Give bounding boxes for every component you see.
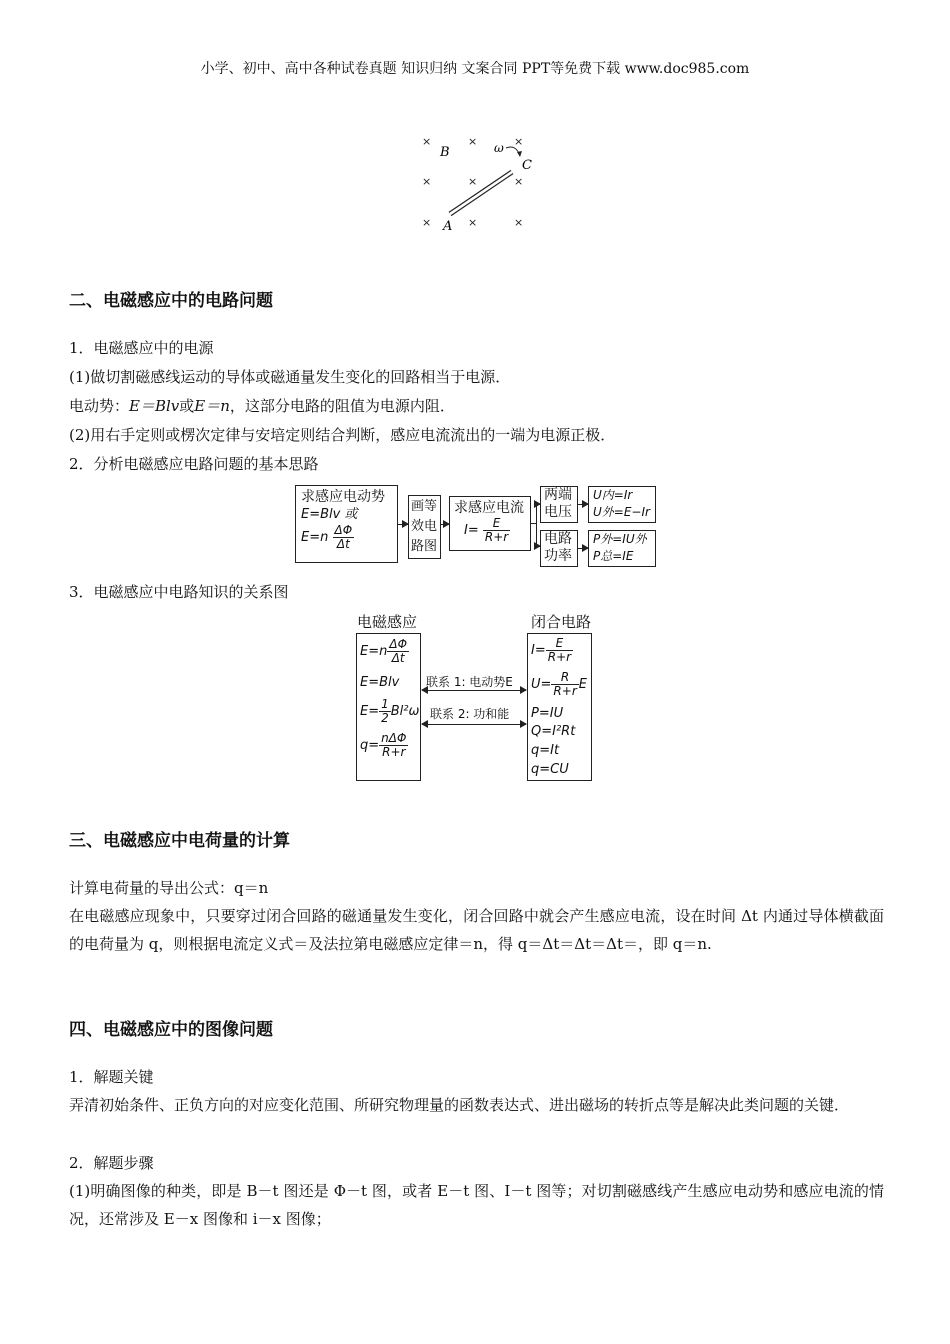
frac-num: nΔΦ bbox=[381, 731, 407, 745]
flow-box-emf-title: 求感应电动势 bbox=[301, 489, 385, 505]
flow-box-power-result-l1: P外=IU外 bbox=[593, 532, 647, 546]
relation-link2: 联系 2: 功和能 bbox=[430, 707, 510, 721]
flow-box-voltage-l1: 两端 bbox=[544, 487, 572, 503]
field-mark: × bbox=[514, 216, 524, 229]
emf-eq2: E＝n bbox=[194, 397, 230, 415]
section3-paragraph: 在电磁感应现象中，只要穿过闭合回路的磁通量发生变化，闭合回路中就会产生感应电流，设在时间 Δt 内通过导体横截面的电荷量为 q，则根据电流定义式＝及法拉第电磁感应定律＝n，得 q＝Δt＝Δt＝Δt＝，即 q＝n. bbox=[69, 907, 884, 953]
flow-box-voltage bbox=[540, 486, 578, 523]
section3-title: 三、电磁感应中电荷量的计算 bbox=[69, 831, 290, 851]
label-c: C bbox=[522, 158, 532, 173]
flow-box-voltage-result bbox=[588, 486, 656, 523]
section2-title: 二、电磁感应中的电路问题 bbox=[69, 291, 273, 311]
frac-den: 2 bbox=[381, 711, 389, 725]
relation-left-eq4-fraction bbox=[379, 732, 408, 759]
flow-box-voltage-l2: 电压 bbox=[544, 504, 572, 520]
flow-box-voltage-result-l2: U外=E−Ir bbox=[593, 505, 650, 519]
section4-item1: 1．解题关键 bbox=[69, 1068, 154, 1086]
section4-title: 四、电磁感应中的图像问题 bbox=[69, 1020, 273, 1040]
flow-box-power-result-l2: P总=IE bbox=[593, 549, 634, 563]
flow-box-current-eq bbox=[454, 517, 526, 544]
relation-link1: 联系 1: 电动势E bbox=[426, 675, 513, 689]
section2-line1: (1)做切割磁感线运动的导体或磁通量发生变化的回路相当于电源． bbox=[69, 368, 511, 386]
relation-right-eq2-prefix: U= bbox=[531, 677, 552, 692]
relation-right-eq2 bbox=[528, 671, 591, 705]
section2-item2: 2．分析电磁感应电路问题的基本思路 bbox=[69, 455, 319, 473]
flow-box-circuit-l3: 路图 bbox=[411, 539, 438, 554]
frac-num: E bbox=[546, 637, 573, 651]
relation-right-eq1-prefix: I= bbox=[531, 643, 546, 658]
flow-box-circuit-l2: 效电 bbox=[411, 519, 438, 534]
flow-box-emf-eq2 bbox=[301, 524, 392, 551]
field-mark: × bbox=[514, 175, 524, 188]
flow-box-emf-fraction bbox=[333, 524, 355, 551]
relation-left-eq4 bbox=[357, 732, 420, 766]
relation-left-eq1-fraction bbox=[387, 638, 409, 665]
relation-right-eq4: Q=I²Rt bbox=[531, 724, 576, 739]
flow-box-current bbox=[449, 496, 531, 551]
relation-right-eq3: P=IU bbox=[531, 706, 564, 721]
relation-right-eq2-fraction bbox=[551, 671, 578, 698]
frac-den: Δt bbox=[391, 651, 405, 665]
relation-left-eq1-prefix: E=n bbox=[360, 644, 388, 659]
relation-left-eq3-prefix: E= bbox=[360, 704, 380, 719]
emf-eq1: E＝Blv bbox=[129, 397, 180, 415]
relation-right-eq5: q=It bbox=[531, 743, 560, 758]
frac-den: R+r bbox=[553, 684, 577, 698]
frac-num: ΔΦ bbox=[389, 637, 408, 651]
flow-box-circuit bbox=[408, 495, 441, 559]
flow-arrow bbox=[441, 524, 449, 525]
section2-line2 bbox=[69, 394, 455, 418]
relation-left-eq3-fraction bbox=[379, 698, 391, 725]
flow-box-emf bbox=[295, 485, 398, 563]
field-mark: × bbox=[422, 135, 432, 148]
flow-box-emf-eq2-prefix: E=n bbox=[301, 530, 329, 545]
relation-right-eq6: q=CU bbox=[531, 762, 569, 777]
flow-arrow bbox=[578, 548, 588, 549]
flow-box-power-l2: 功率 bbox=[544, 548, 572, 564]
frac-den: R+r bbox=[484, 530, 509, 544]
field-mark: × bbox=[468, 175, 478, 188]
page-header: 小学、初中、高中各种试卷真题 知识归纳 文案合同 PPT等免费下载 www.doc985.com bbox=[200, 61, 750, 77]
rotation-arrow bbox=[506, 147, 520, 156]
section4-paragraph2: (1)明确图像的种类，即是 B－t 图还是 Φ－t 图，或者 E－t 图、I－t 图等；对切割磁感线产生感应电动势和感应电流的情况，还常涉及 E－x 图像和 i－x 图像； bbox=[69, 1182, 884, 1228]
rod-field-figure bbox=[410, 130, 540, 240]
label-b: B bbox=[440, 145, 450, 160]
frac-den: R+r bbox=[547, 650, 572, 664]
relation-right-eq1-fraction bbox=[546, 637, 573, 664]
label-a: A bbox=[443, 219, 453, 234]
frac-num: ΔΦ bbox=[334, 523, 353, 537]
flow-box-power-l1: 电路 bbox=[544, 531, 572, 547]
flow-connector bbox=[536, 504, 537, 546]
relation-left-eq4-prefix: q= bbox=[360, 738, 380, 753]
flow-box-circuit-l1: 画等 bbox=[411, 499, 438, 514]
flow-box-voltage-result-l1: U内=Ir bbox=[593, 488, 633, 502]
flow-arrow bbox=[578, 504, 588, 505]
flow-box-emf-eq1: E=Blv 或 bbox=[301, 507, 358, 522]
frac-num: 1 bbox=[381, 697, 389, 711]
relation-right-box bbox=[527, 633, 592, 781]
relation-left-eq3 bbox=[357, 698, 420, 732]
relation-left-box bbox=[356, 633, 421, 781]
relation-right-title: 闭合电路 bbox=[531, 613, 592, 631]
section2-item1: 1．电磁感应中的电源 bbox=[69, 339, 214, 357]
flow-box-current-eq-prefix: I= bbox=[464, 523, 479, 538]
frac-num: R bbox=[551, 671, 578, 685]
relation-arrow-2 bbox=[422, 724, 526, 725]
field-mark: × bbox=[514, 135, 524, 148]
emf-suffix: ，这部分电路的阻值为电源内阻． bbox=[229, 397, 455, 415]
flow-box-power-result bbox=[588, 530, 656, 567]
section4-item2: 2．解题步骤 bbox=[69, 1154, 154, 1172]
relation-left-eq2: E=Blv bbox=[360, 675, 400, 690]
flow-box-power bbox=[540, 530, 578, 567]
frac-den: R+r bbox=[382, 745, 406, 759]
relation-right-eq2-suffix: E bbox=[578, 677, 587, 692]
label-omega: ω bbox=[494, 141, 504, 155]
field-mark: × bbox=[422, 175, 432, 188]
relation-left-eq3-suffix: Bl²ω bbox=[390, 704, 420, 719]
section2-item3: 3．电磁感应中电路知识的关系图 bbox=[69, 583, 289, 601]
section3-line1: 计算电荷量的导出公式：q＝n bbox=[69, 879, 269, 897]
field-mark: × bbox=[422, 216, 432, 229]
flow-box-current-fraction bbox=[483, 517, 510, 544]
emf-label: 电动势： bbox=[69, 397, 130, 415]
section4-paragraph1: 弄清初始条件、正负方向的对应变化范围、所研究物理量的函数表达式、进出磁场的转折点等是解决此类问题的关键． bbox=[69, 1096, 850, 1114]
relation-left-title: 电磁感应 bbox=[357, 613, 418, 631]
section2-line3: (2)用右手定则或楞次定律与安培定则结合判断，感应电流流出的一端为电源正极． bbox=[69, 426, 616, 444]
field-mark: × bbox=[468, 135, 478, 148]
field-mark: × bbox=[468, 216, 478, 229]
frac-num: E bbox=[483, 517, 510, 531]
relation-arrow-1 bbox=[422, 690, 526, 691]
relation-right-eq1 bbox=[528, 637, 591, 671]
flow-arrow bbox=[398, 524, 408, 525]
flow-box-current-title: 求感应电流 bbox=[454, 500, 524, 516]
emf-or: 或 bbox=[179, 397, 195, 415]
relation-left-eq1 bbox=[357, 638, 420, 672]
frac-den: Δt bbox=[336, 537, 350, 551]
